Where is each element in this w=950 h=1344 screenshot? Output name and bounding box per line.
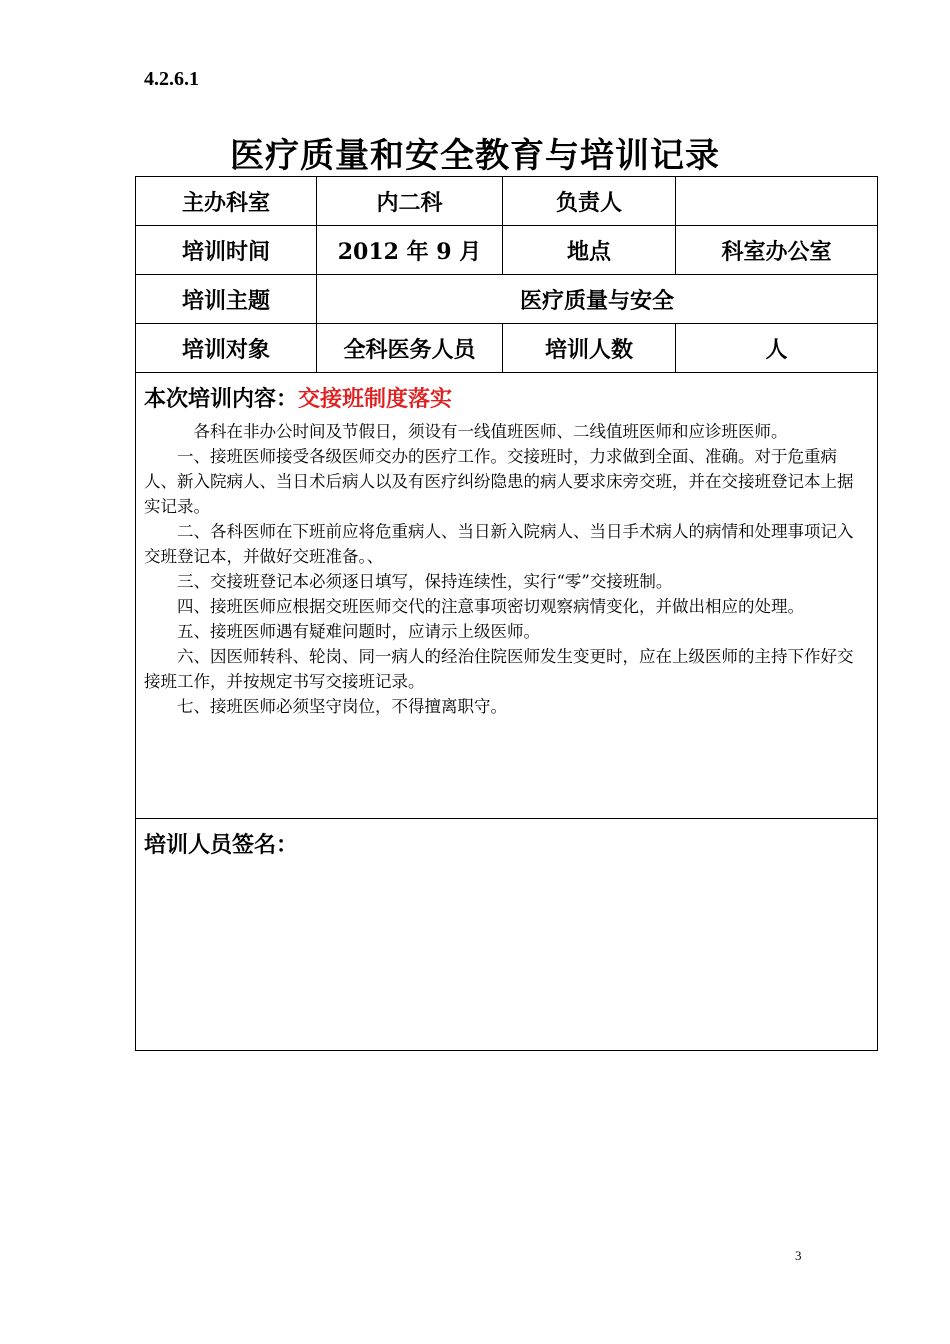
training-record-table [135, 176, 878, 1051]
training-content-label: 本次培训内容： [144, 386, 299, 412]
content-paragraph: 一、接班医师接受各级医师交办的医疗工作。交接班时，力求做到全面、准确。对于危重病人、新入院病人、当日术后病人以及有医疗纠纷隐患的病人要求床旁交班，并在交接班登记本上据实记录。 [144, 447, 854, 516]
training-content-topic: 交接班制度落实 [298, 386, 453, 412]
attendee-count-value: 人 [676, 324, 878, 373]
table-row [136, 373, 878, 819]
table-row [136, 226, 878, 275]
training-audience-value: 全科医务人员 [317, 324, 503, 373]
section-number: 4.2.6.1 [144, 68, 199, 90]
content-paragraph: 四、接班医师应根据交班医师交代的注意事项密切观察病情变化，并做出相应的处理。 [177, 597, 804, 616]
responsible-person-label: 负责人 [503, 177, 676, 226]
page-number: 3 [795, 1248, 802, 1263]
training-topic-value: 医疗质量与安全 [317, 275, 878, 324]
page-title: 医疗质量和安全教育与培训记录 [230, 136, 720, 176]
training-content-heading [144, 383, 869, 415]
table-row [136, 324, 878, 373]
attendee-count-label: 培训人数 [503, 324, 676, 373]
training-content-cell [136, 373, 878, 819]
content-paragraph: 七、接班医师必须坚守岗位，不得擅离职守。 [177, 697, 507, 716]
signature-cell [136, 819, 878, 1051]
content-paragraph: 三、交接班登记本必须逐日填写，保持连续性，实行“零”交接班制。 [177, 572, 673, 591]
content-paragraph: 各科在非办公时间及节假日，须设有一线值班医师、二线值班医师和应诊班医师。 [193, 422, 788, 441]
table-row [136, 275, 878, 324]
training-audience-label: 培训对象 [136, 324, 317, 373]
content-paragraph: 五、接班医师遇有疑难问题时，应请示上级医师。 [177, 622, 540, 641]
location-label: 地点 [503, 226, 676, 275]
table-row [136, 819, 878, 1051]
training-time-label: 培训时间 [136, 226, 317, 275]
signature-label: 培训人员签名： [144, 832, 299, 858]
table-row [136, 177, 878, 226]
location-value: 科室办公室 [676, 226, 878, 275]
content-paragraph: 二、各科医师在下班前应将危重病人、当日新入院病人、当日手术病人的病情和处理事项记入交班登记本，并做好交班准备。、 [144, 522, 854, 566]
content-paragraph: 六、因医师转科、轮岗、同一病人的经治住院医师发生变更时，应在上级医师的主持下作好交接班工作，并按规定书写交接班记录。 [144, 647, 854, 691]
training-topic-label: 培训主题 [136, 275, 317, 324]
responsible-person-value [676, 177, 878, 226]
training-time-value: 2012 年 9 月 [317, 226, 503, 275]
host-department-label: 主办科室 [136, 177, 317, 226]
host-department-value: 内二科 [317, 177, 503, 226]
